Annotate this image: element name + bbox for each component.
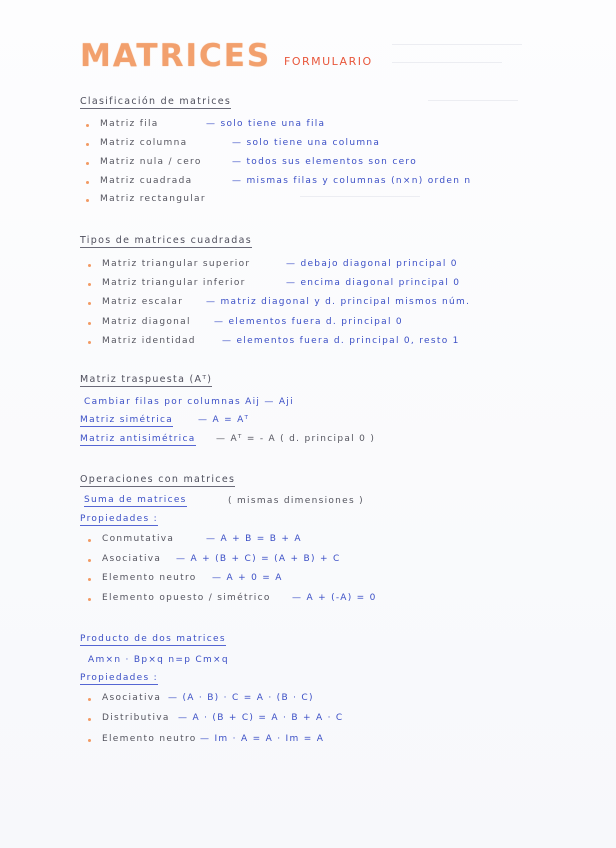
list-item-term: Matriz triangular inferior — [102, 278, 246, 288]
list-item-term: Matriz columna — [100, 138, 188, 148]
show-through-mark — [300, 196, 420, 197]
simetrica-formula: — A = Aᵀ — [198, 415, 250, 425]
property-formula: — (A · B) · C = A · (B · C) — [168, 693, 314, 703]
property-term: Conmutativa — [102, 534, 175, 544]
bullet-icon — [88, 264, 91, 267]
bullet-icon — [88, 718, 91, 721]
property-formula: — A · (B + C) = A · B + A · C — [178, 713, 344, 723]
bullet-icon — [88, 283, 91, 286]
property-term: Asociativa — [102, 693, 162, 703]
show-through-mark — [392, 62, 502, 63]
list-item-desc: — solo tiene una columna — [232, 138, 381, 148]
list-item-term: Matriz triangular superior — [102, 259, 251, 269]
list-item-desc: — elementos fuera d. principal 0 — [214, 317, 403, 327]
antisimetrica-formula: — Aᵀ = - A ( d. principal 0 ) — [216, 434, 376, 444]
property-formula: — A + 0 = A — [212, 573, 283, 583]
list-item-desc: — solo tiene una fila — [206, 119, 326, 129]
antisimetrica-label: Matriz antisimétrica — [80, 434, 196, 444]
bullet-icon — [88, 539, 91, 542]
list-item-desc: — mismas filas y columnas (n×n) orden n — [232, 176, 472, 186]
list-item-term: Matriz identidad — [102, 336, 196, 346]
bullet-icon — [88, 302, 91, 305]
list-item-desc: — todos sus elementos son cero — [232, 157, 418, 167]
bullet-icon — [88, 322, 91, 325]
show-through-mark — [392, 44, 522, 45]
section-heading-producto: Producto de dos matrices — [80, 634, 226, 644]
bullet-icon — [86, 162, 89, 165]
property-term: Elemento opuesto / simétrico — [102, 593, 271, 603]
bullet-icon — [86, 124, 89, 127]
suma-label: Suma de matrices — [84, 495, 187, 505]
property-formula: — Im · A = A · Im = A — [200, 734, 325, 744]
bullet-icon — [86, 143, 89, 146]
list-item-desc: — debajo diagonal principal 0 — [286, 259, 458, 269]
bullet-icon — [88, 341, 91, 344]
bullet-icon — [86, 199, 89, 202]
property-formula: — A + B = B + A — [206, 534, 302, 544]
propiedades-label: Propiedades : — [80, 673, 158, 683]
bullet-icon — [86, 181, 89, 184]
list-item-desc: — elementos fuera d. principal 0, resto 1 — [222, 336, 460, 346]
property-term: Asociativa — [102, 554, 162, 564]
section-heading-traspuesta: Matriz traspuesta (Aᵀ) — [80, 374, 213, 385]
bullet-icon — [88, 559, 91, 562]
simetrica-label: Matriz simétrica — [80, 415, 174, 425]
property-formula: — A + (B + C) = (A + B) + C — [176, 554, 341, 564]
bullet-icon — [88, 578, 91, 581]
list-item-desc: — encima diagonal principal 0 — [286, 278, 461, 288]
page-subtitle: FORMULARIO — [284, 55, 373, 68]
property-term: Elemento neutro — [102, 734, 197, 744]
section-heading-operaciones: Operaciones con matrices — [80, 474, 236, 485]
page-title: MATRICES — [80, 38, 272, 74]
bullet-icon — [88, 739, 91, 742]
section-heading-tipos: Tipos de matrices cuadradas — [80, 235, 252, 246]
list-item-term: Matriz escalar — [102, 297, 184, 307]
property-term: Distributiva — [102, 713, 170, 723]
property-term: Elemento neutro — [102, 573, 197, 583]
section-heading-clasificacion: Clasificación de matrices — [80, 96, 232, 107]
suma-note: ( mismas dimensiones ) — [228, 496, 364, 506]
propiedades-label: Propiedades : — [80, 514, 158, 524]
list-item-term: Matriz nula / cero — [100, 157, 202, 167]
bullet-icon — [88, 598, 91, 601]
show-through-mark — [428, 100, 518, 101]
list-item-term: Matriz cuadrada — [100, 176, 193, 186]
bullet-icon — [88, 698, 91, 701]
traspuesta-definition: Cambiar filas por columnas Aij — Aji — [84, 397, 294, 407]
list-item-term: Matriz rectangular — [100, 194, 206, 204]
property-formula: — A + (-A) = 0 — [292, 593, 377, 603]
list-item-term: Matriz diagonal — [102, 317, 191, 327]
producto-formula: Am×n · Bp×q n=p Cm×q — [88, 655, 229, 665]
list-item-term: Matriz fila — [100, 119, 159, 129]
list-item-desc: — matriz diagonal y d. principal mismos núm. — [206, 297, 471, 307]
